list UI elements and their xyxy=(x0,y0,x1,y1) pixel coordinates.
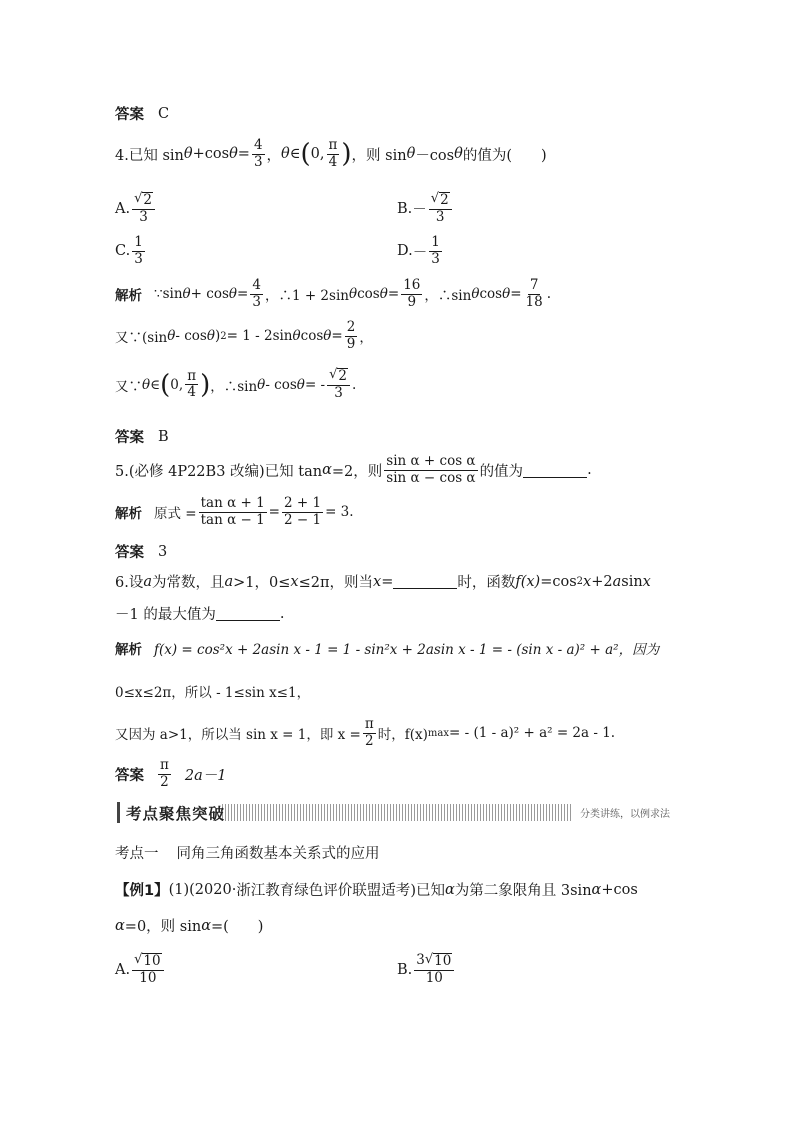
text: ) xyxy=(214,328,221,345)
fraction: $\frac{2}{9}$ xyxy=(346,319,356,352)
fraction: $\frac{4}{3}$ xyxy=(252,277,261,310)
alpha: α xyxy=(322,462,332,479)
function-f: f(x) xyxy=(515,573,541,590)
text: 时，函数 xyxy=(457,575,516,591)
solution-q4-line1 xyxy=(115,278,551,310)
text: －1 的最大值为 xyxy=(115,607,216,623)
answer-label: 答案 xyxy=(115,430,144,446)
text: )已知 xyxy=(410,883,445,899)
solution-q5 xyxy=(115,496,354,528)
text: 的值为( ) xyxy=(462,147,547,164)
alpha: α xyxy=(444,881,455,898)
theta: θ xyxy=(257,376,266,393)
fraction: $\frac{\pi}{4}$ xyxy=(328,137,338,170)
theta: θ xyxy=(292,328,301,345)
answer-value: 3 xyxy=(158,543,168,560)
example-option-b[interactable] xyxy=(397,953,456,986)
text: ，∴sin xyxy=(210,378,258,395)
text: 又∵(sin xyxy=(115,330,168,347)
theta: θ xyxy=(228,286,238,303)
text: ∵sin xyxy=(154,286,183,303)
theta: θ xyxy=(229,146,238,163)
var-x: x xyxy=(290,573,299,590)
solution-q4-line3 xyxy=(115,368,356,401)
text: 为常数，且 xyxy=(152,575,225,591)
fraction: √ 2 3 xyxy=(132,192,155,225)
example-option-a[interactable] xyxy=(115,953,166,986)
topic-title: 同角三角函数基本关系式的应用 xyxy=(176,846,380,862)
fraction: $\frac{1}{3}$ xyxy=(431,234,440,267)
theta: θ xyxy=(167,328,176,345)
var-a: a xyxy=(143,573,152,590)
answer-value: 2a－1 xyxy=(184,767,227,784)
answer-label: 答案 xyxy=(115,107,144,123)
var-a: a xyxy=(224,573,234,590)
theta: θ xyxy=(281,146,290,163)
option-d[interactable] xyxy=(397,235,444,267)
superscript: 2 xyxy=(220,330,227,342)
theta: θ xyxy=(454,146,463,163)
answer-q6 xyxy=(115,758,226,790)
alpha: α xyxy=(115,917,125,934)
text: cos xyxy=(479,286,503,303)
topic-heading xyxy=(115,842,380,863)
text: 为第二象限角且 3sin xyxy=(454,883,592,899)
fraction: $\frac{\pi}{2}$ xyxy=(160,757,169,790)
theta: θ xyxy=(142,376,151,393)
bracket-left: ( xyxy=(160,369,171,400)
text: = xyxy=(510,286,522,303)
text: . xyxy=(279,605,285,622)
text: . xyxy=(546,286,552,303)
option-label: A. xyxy=(115,200,131,217)
var-x: x xyxy=(642,573,651,590)
fraction: $\frac{\text{tan α + 1}}{\text{tan α − 1}}$ xyxy=(200,495,265,528)
option-a[interactable] xyxy=(115,192,157,225)
example-1-line1 xyxy=(115,879,638,900)
answer-label: 答案 xyxy=(115,545,144,561)
option-label: B. xyxy=(397,961,413,978)
sign: － xyxy=(412,202,427,219)
text: ∈ xyxy=(289,146,301,163)
example-tag: 【例1】 xyxy=(115,883,169,899)
option-label: C. xyxy=(115,243,131,260)
theta: θ xyxy=(502,286,511,303)
question-6-line2 xyxy=(115,603,284,624)
text: >1，0≤ xyxy=(233,575,291,591)
text: =( ) xyxy=(211,919,264,935)
text: f(x) = cos²x + 2asin x - 1 = 1 - sin²x + 2asin x - 1 = - (sin x - a)² + a²，因为 xyxy=(154,642,660,658)
option-label: A. xyxy=(115,961,131,978)
answer-blank[interactable] xyxy=(393,574,457,589)
solution-q6-line1 xyxy=(115,638,659,658)
text: +cos xyxy=(192,146,230,163)
text: =2，则 xyxy=(331,463,383,480)
theta: θ xyxy=(406,146,416,163)
fraction: $\frac{2 + 1}{2 - 1}$ xyxy=(283,495,322,528)
answer-q3 xyxy=(115,103,169,124)
topic-label: 考点一 xyxy=(115,846,159,862)
answer-blank[interactable] xyxy=(216,606,280,621)
theta: θ xyxy=(182,286,191,303)
text: = xyxy=(237,286,249,303)
bracket-right: ) xyxy=(200,369,211,400)
answer-q4 xyxy=(115,426,169,447)
question-5-stem xyxy=(115,454,592,486)
text: =cos xyxy=(540,573,577,590)
fraction: $\frac{7}{18}$ xyxy=(525,277,543,310)
text: ，∴sin xyxy=(424,288,472,305)
text: - cos xyxy=(265,376,297,393)
fraction: √ 2 3 xyxy=(327,368,350,401)
question-4-stem xyxy=(115,138,547,170)
answer-blank[interactable] xyxy=(523,463,587,478)
text: ∈ xyxy=(150,376,161,393)
answer-value: B xyxy=(158,428,169,445)
sign: － xyxy=(412,244,428,261)
solution-q6-line2 xyxy=(115,681,310,701)
text: - cos xyxy=(175,328,207,345)
text: －cos xyxy=(415,147,455,164)
text: 又∵ xyxy=(115,378,142,395)
fraction: $\frac{\pi}{4}$ xyxy=(187,367,197,401)
fraction: $\frac{16}{9}$ xyxy=(403,277,421,310)
theta: θ xyxy=(206,328,215,345)
fraction: 3 √ 10 10 xyxy=(414,953,454,986)
text: 的值为 xyxy=(479,463,524,480)
text: = xyxy=(237,146,250,163)
option-label: B. xyxy=(397,200,413,217)
theta: θ xyxy=(183,146,193,163)
text: 4.已知 sin xyxy=(115,147,184,164)
text: = xyxy=(387,286,400,303)
text: 又因为 a>1，所以当 sin x = 1，即 x = xyxy=(115,727,361,744)
text: = - xyxy=(304,376,326,393)
banner-subtitle: 分类讲练，以例求法 xyxy=(572,804,678,821)
answer-value: C xyxy=(158,105,170,122)
text: 6.设 xyxy=(115,575,144,591)
fraction: √ 2 3 xyxy=(429,192,452,225)
fraction: $\frac{4}{3}$ xyxy=(253,137,263,170)
theta: θ xyxy=(348,286,358,303)
fraction: $\frac{1}{3}$ xyxy=(134,234,143,267)
text: = 3. xyxy=(325,504,354,521)
section-banner xyxy=(117,802,678,823)
text: cos xyxy=(357,286,380,303)
fraction: $\frac{\pi}{2}$ xyxy=(364,716,374,749)
text: ≤2π，则当 xyxy=(298,575,373,591)
answer-label: 答案 xyxy=(115,767,144,784)
option-b[interactable] xyxy=(397,192,454,225)
answer-q5 xyxy=(115,541,167,562)
fraction: $\frac{\text{sin α + cos α}}{\text{sin α − cos α}}$ xyxy=(386,453,476,486)
theta: θ xyxy=(379,286,388,303)
text: cos xyxy=(300,328,324,345)
text: ， xyxy=(266,147,282,164)
text: + cos xyxy=(190,286,229,303)
text: ，则 sin xyxy=(351,147,407,164)
theta: θ xyxy=(323,328,332,345)
solution-label: 解析 xyxy=(115,642,142,658)
text: +2 xyxy=(591,573,613,590)
text: 5.(必修 4P22B3 改编)已知 tan xyxy=(115,463,323,480)
text: = xyxy=(381,573,394,590)
text: 浙江教育绿色评价联盟适考 xyxy=(236,883,411,899)
text: +cos xyxy=(601,881,638,898)
theta: θ xyxy=(471,286,480,303)
bracket-left: ( xyxy=(300,139,311,170)
var-a: a xyxy=(612,573,622,590)
alpha: α xyxy=(591,881,602,898)
solution-q6-line3 xyxy=(115,717,615,749)
text: . xyxy=(587,462,592,479)
text: = - (1 - a)² + a² = 2a - 1. xyxy=(449,725,616,742)
var-x: x xyxy=(583,573,592,590)
text: 0, xyxy=(170,376,184,393)
solution-label: 解析 xyxy=(115,506,142,523)
var-x: x xyxy=(373,573,382,590)
bracket-right: ) xyxy=(341,139,352,170)
option-c[interactable] xyxy=(115,235,147,267)
question-6-line1: 6.设 a 为常数，且 a >1，0≤ x ≤2π，则当 x = 时，函数 f(x) =cos 2 x +2 a sin x xyxy=(115,571,651,592)
text: = 1 - 2sin xyxy=(226,328,293,345)
text: = xyxy=(268,504,280,521)
solution-q4-line2 xyxy=(115,320,373,352)
solution-label: 解析 xyxy=(115,288,142,305)
text: =0，则 sin xyxy=(124,919,202,935)
banner-title: 考点聚焦突破 xyxy=(117,802,231,823)
text: . xyxy=(352,376,357,393)
text: sin xyxy=(621,573,643,590)
text: 0, xyxy=(310,146,325,163)
text: 时，f(x) xyxy=(377,727,428,744)
text: (1)(2020· xyxy=(168,881,237,898)
text: ， xyxy=(359,330,373,347)
alpha: α xyxy=(201,917,211,934)
subscript: max xyxy=(427,727,449,739)
text: 0≤x≤2π，所以 - 1≤sin x≤1， xyxy=(115,685,311,701)
option-label: D. xyxy=(397,243,413,260)
text: 原式 = xyxy=(154,506,197,523)
theta: θ xyxy=(296,376,305,393)
text: = xyxy=(331,328,343,345)
text: ，∴1 + 2sin xyxy=(264,288,349,305)
example-1-line2 xyxy=(115,915,263,936)
fraction: √ 10 10 xyxy=(132,953,163,986)
